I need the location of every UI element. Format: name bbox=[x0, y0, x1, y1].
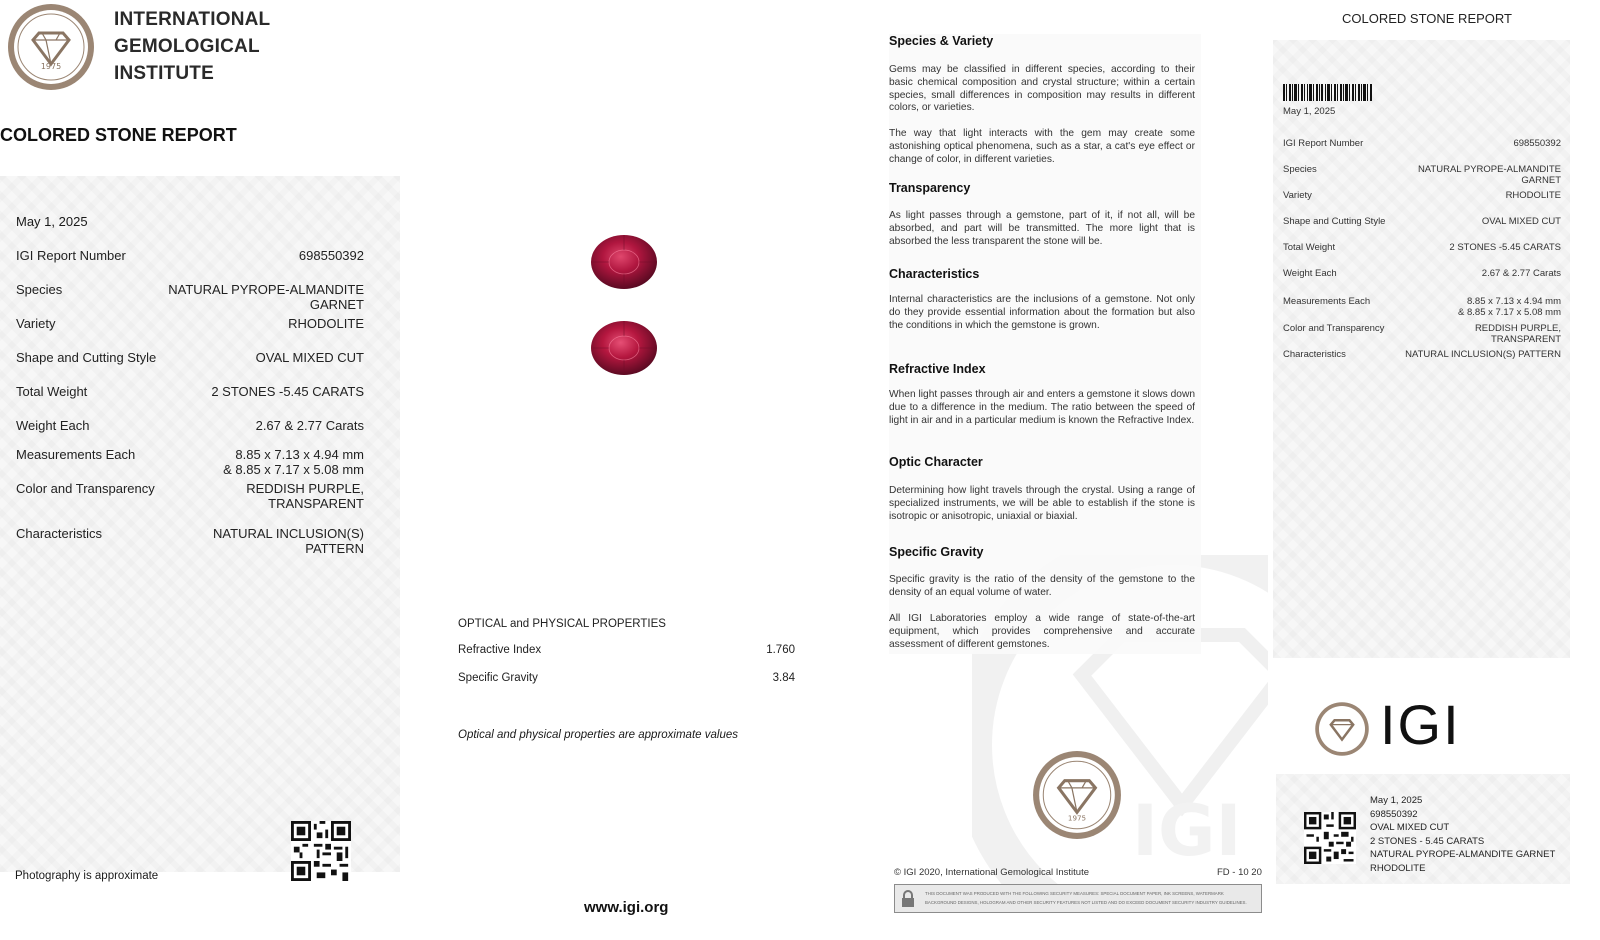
summary-panel bbox=[1273, 40, 1570, 658]
qr-code[interactable] bbox=[291, 821, 351, 881]
summary-row bbox=[1283, 216, 1561, 227]
summary-value: RHODOLITE bbox=[1505, 190, 1561, 201]
summary-label: Characteristics bbox=[1283, 349, 1346, 360]
row-value-cont: & 8.85 x 7.17 x 5.08 mm bbox=[223, 462, 364, 477]
igi-seal-stamp bbox=[1031, 749, 1123, 841]
lock-icon bbox=[899, 890, 917, 908]
optical-properties bbox=[458, 618, 795, 758]
card-line-weight: 2 STONES - 5.45 CARATS bbox=[1370, 835, 1485, 847]
row-value-cont: TRANSPARENT bbox=[268, 496, 364, 511]
info-paragraph: Determining how light travels through the crystal. Using a range of specialized instruments, we will be able to establish if the stone is isotropic or anisotropic, uniaxial or biaxial. bbox=[889, 485, 1195, 522]
gem-photo-2 bbox=[588, 318, 660, 378]
info-paragraph: Internal characteristics are the inclusions of a gemstone. Not only do they provide essential information about the formation but also the conditions in which the gemstone is grown. bbox=[889, 294, 1195, 331]
row-value: NATURAL INCLUSION(S) bbox=[213, 526, 364, 541]
row-label: Total Weight bbox=[16, 384, 88, 399]
summary-value: 2.67 & 2.77 Carats bbox=[1481, 268, 1561, 279]
summary-label: Weight Each bbox=[1283, 268, 1337, 279]
info-heading: Refractive Index bbox=[889, 362, 986, 376]
svg-text:1975: 1975 bbox=[40, 62, 62, 71]
row-value-cont: PATTERN bbox=[305, 541, 364, 556]
optical-heading: OPTICAL and PHYSICAL PROPERTIES bbox=[458, 618, 666, 630]
row-value: NATURAL PYROPE-ALMANDITE bbox=[168, 282, 364, 297]
row-value: RHODOLITE bbox=[288, 316, 364, 331]
summary-value: NATURAL PYROPE-ALMANDITE bbox=[1417, 164, 1561, 175]
row-label: Measurements Each bbox=[16, 447, 136, 462]
report-title: COLORED STONE REPORT bbox=[0, 125, 237, 145]
igi-logo-text: IGI bbox=[1380, 693, 1461, 756]
summary-label: Color and Transparency bbox=[1283, 323, 1385, 334]
summary-row bbox=[1283, 268, 1561, 279]
igi-seal-logo bbox=[6, 2, 96, 92]
info-paragraph: As light passes through a gemstone, part of it, if not all, will be absorbed, and part will be transmitted. The more light that is absorbed the less transparent the stone will be. bbox=[889, 210, 1195, 247]
summary-value: 2 STONES -5.45 CARATS bbox=[1449, 242, 1561, 253]
row-value: 2 STONES -5.45 CARATS bbox=[211, 384, 364, 399]
row-value-cont: GARNET bbox=[309, 297, 364, 312]
summary-value: OVAL MIXED CUT bbox=[1481, 216, 1561, 227]
info-heading: Transparency bbox=[889, 181, 971, 195]
security-strip bbox=[894, 884, 1262, 913]
security-text-2: BACKGROUND DESIGNS, HOLOGRAM AND OTHER SECURITY FEATURES NOT LISTED AND DO EXCEED DOCUMENT SECURITY INDUSTRY GUIDELINES. bbox=[925, 900, 1247, 905]
optical-label: Refractive Index bbox=[458, 644, 542, 656]
optical-row bbox=[458, 644, 795, 656]
barcode bbox=[1283, 84, 1373, 101]
row-label: Species bbox=[16, 282, 63, 297]
optical-row bbox=[458, 672, 795, 684]
card-line-variety: RHODOLITE bbox=[1370, 862, 1426, 874]
row-value: OVAL MIXED CUT bbox=[255, 350, 364, 365]
summary-value: REDDISH PURPLE, bbox=[1474, 323, 1561, 334]
card-line-species: NATURAL PYROPE-ALMANDITE GARNET bbox=[1370, 849, 1556, 860]
info-paragraph: All IGI Laboratories employ a wide range of state-of-the-art equipment, which provides comprehensive and accurate assessment of different gemstones. bbox=[889, 613, 1195, 650]
summary-label: Shape and Cutting Style bbox=[1283, 216, 1386, 227]
row-label: Shape and Cutting Style bbox=[16, 350, 157, 365]
summary-card bbox=[1276, 774, 1570, 884]
summary-label: Total Weight bbox=[1283, 242, 1336, 253]
row-label: Color and Transparency bbox=[16, 481, 155, 496]
summary-row bbox=[1283, 349, 1561, 360]
info-heading: Optic Character bbox=[889, 455, 983, 469]
info-heading: Characteristics bbox=[889, 267, 980, 281]
institute-name-line-2: GEMOLOGICAL bbox=[114, 36, 260, 57]
gem-photo-1 bbox=[588, 232, 660, 292]
optical-value: 1.760 bbox=[766, 644, 795, 656]
optical-label: Specific Gravity bbox=[458, 672, 538, 684]
card-line-date: May 1, 2025 bbox=[1370, 795, 1423, 806]
row-value: 2.67 & 2.77 Carats bbox=[255, 418, 364, 433]
summary-label: IGI Report Number bbox=[1283, 138, 1364, 149]
row-value: 8.85 x 7.13 x 4.94 mm bbox=[235, 447, 364, 462]
optical-note: Optical and physical properties are approximate values bbox=[458, 729, 738, 741]
summary-value-cont: TRANSPARENT bbox=[1490, 334, 1561, 345]
report-details-panel bbox=[0, 176, 400, 882]
row-label: Weight Each bbox=[16, 418, 90, 433]
info-heading: Species & Variety bbox=[889, 34, 994, 48]
info-paragraph: The way that light interacts with the gem may create some astonishing optical phenomena, such as a star, a cat's eye effect or change of color, in different varieties. bbox=[889, 128, 1195, 165]
summary-row bbox=[1283, 242, 1561, 253]
security-text-1: THIS DOCUMENT WAS PRODUCED WITH THE FOLLOWING SECURITY MEASURES: SPECIAL DOCUMENT PAPER, INK SCREENS, WATERMARK bbox=[925, 891, 1224, 896]
card-qr-code[interactable] bbox=[1304, 812, 1356, 864]
summary-row bbox=[1283, 296, 1561, 318]
summary-label: Variety bbox=[1283, 190, 1312, 201]
info-paragraph: Specific gravity is the ratio of the density of the gemstone to the density of an equal volume of water. bbox=[889, 574, 1195, 598]
row-label: Characteristics bbox=[16, 526, 102, 541]
info-column bbox=[889, 34, 1201, 654]
summary-value: 8.85 x 7.13 x 4.94 mm bbox=[1467, 296, 1561, 307]
seal-year: 1975 bbox=[1067, 813, 1087, 823]
institute-name-line-3: INSTITUTE bbox=[114, 63, 214, 84]
summary-title: COLORED STONE REPORT bbox=[1342, 11, 1512, 26]
optical-value: 3.84 bbox=[772, 672, 795, 684]
info-heading: Specific Gravity bbox=[889, 545, 984, 559]
row-label: Variety bbox=[16, 316, 56, 331]
website-link[interactable]: www.igi.org bbox=[584, 899, 669, 916]
info-paragraph: Gems may be classified in different species, according to their basic chemical composition and crystal structure; within a certain species, small differences in composition may results in different colors, or varieties. bbox=[889, 64, 1195, 114]
summary-label: Species bbox=[1283, 164, 1317, 175]
summary-value: NATURAL INCLUSION(S) PATTERN bbox=[1405, 349, 1561, 360]
summary-value-cont: GARNET bbox=[1521, 175, 1561, 186]
row-label: IGI Report Number bbox=[16, 248, 126, 263]
summary-row bbox=[1283, 323, 1561, 345]
summary-value-cont: & 8.85 x 7.17 x 5.08 mm bbox=[1458, 307, 1561, 318]
svg-text:IGI: IGI bbox=[1132, 790, 1242, 872]
row-value: REDDISH PURPLE, bbox=[246, 481, 364, 496]
institute-name-line-1: INTERNATIONAL bbox=[114, 9, 271, 30]
summary-row bbox=[1283, 164, 1561, 186]
igi-small-seal bbox=[1314, 701, 1370, 757]
card-line-number: 698550392 bbox=[1370, 808, 1418, 820]
report-date: May 1, 2025 bbox=[16, 214, 88, 229]
form-code: FD - 10 20 bbox=[1217, 867, 1262, 878]
summary-value: 698550392 bbox=[1513, 138, 1561, 149]
copyright: © IGI 2020, International Gemological Institute bbox=[894, 867, 1089, 878]
report-number: 698550392 bbox=[298, 248, 364, 263]
summary-label: Measurements Each bbox=[1283, 296, 1371, 307]
summary-row bbox=[1283, 190, 1561, 201]
photo-note: Photography is approximate bbox=[15, 870, 159, 882]
info-paragraph: When light passes through air and enters a gemstone it slows down due to a difference in the medium. The ratio between the speed of light in air and in a particular medium is known the Refractive Index. bbox=[889, 389, 1195, 426]
summary-row bbox=[1283, 138, 1561, 149]
summary-date: May 1, 2025 bbox=[1283, 106, 1336, 117]
card-line-shape: OVAL MIXED CUT bbox=[1370, 822, 1450, 833]
